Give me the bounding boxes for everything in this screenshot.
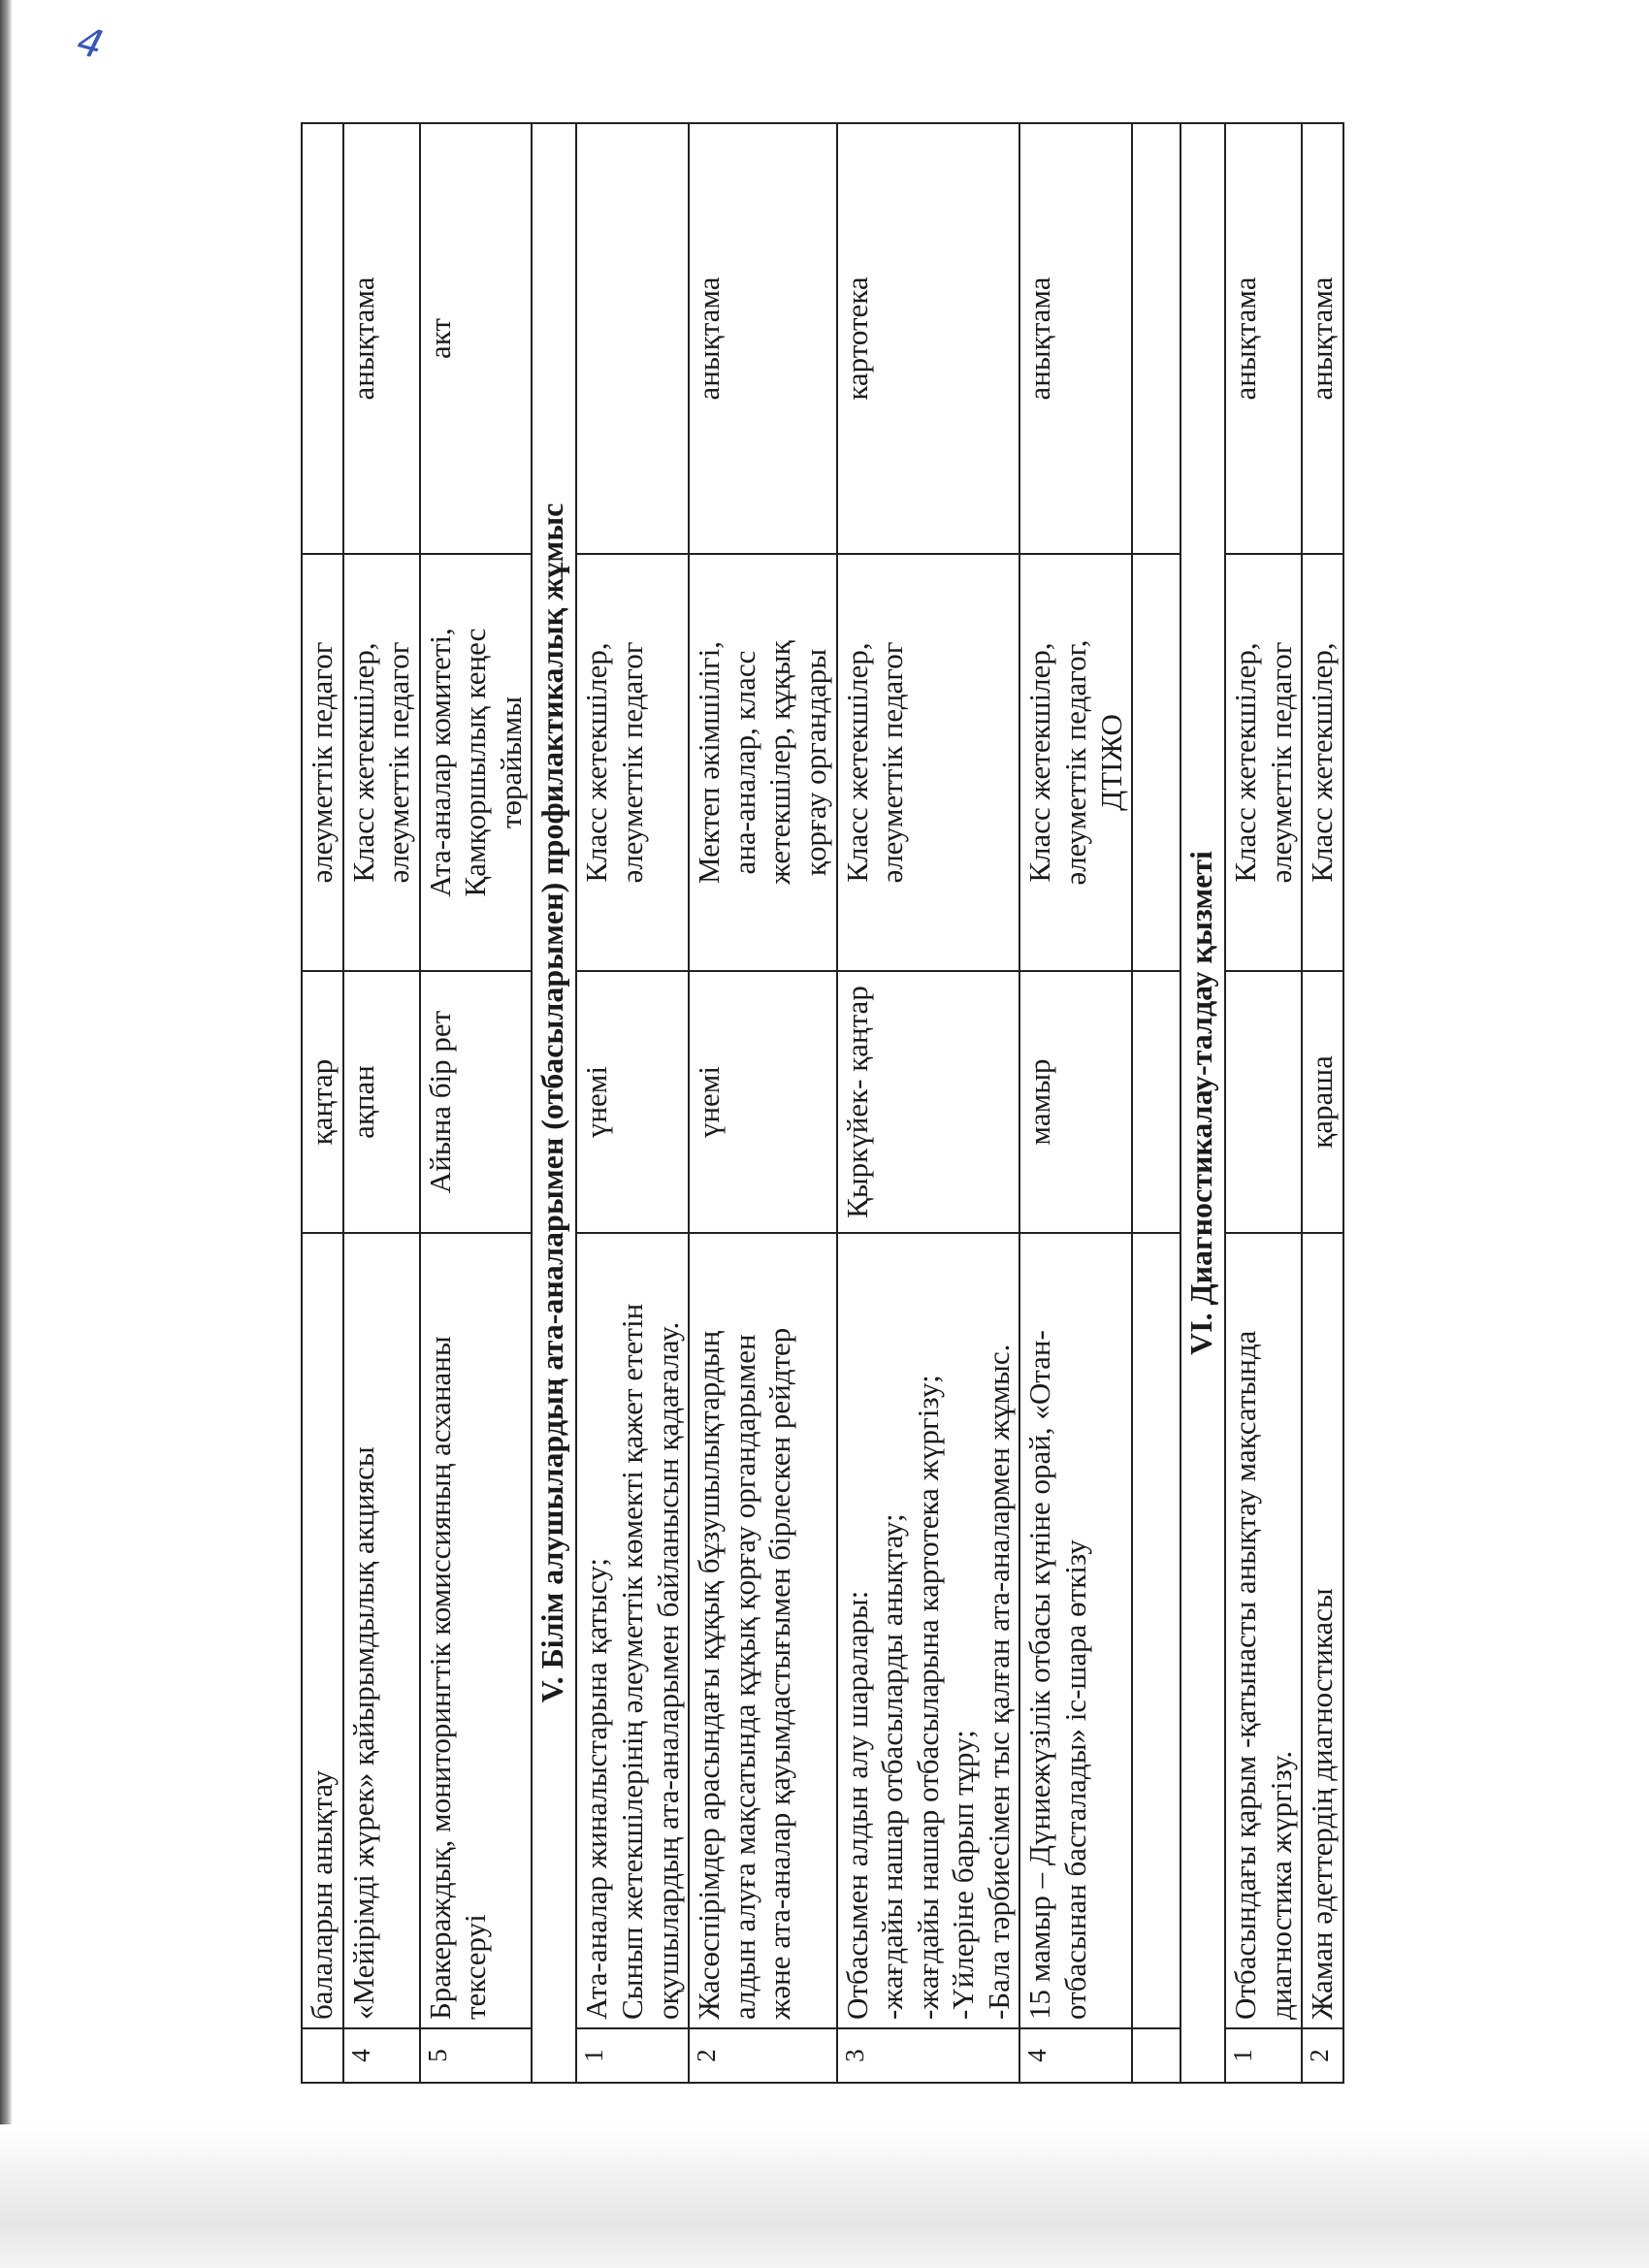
time-cell: үнемі — [689, 971, 836, 1233]
result-cell: картотека — [837, 123, 1020, 554]
activity-cell — [302, 1233, 343, 2028]
activity-line: -Бала тәрбиесімен тыс қалған ата-аналармен жұмыс. — [981, 1344, 1016, 2020]
handwritten-page-number: 4 — [72, 18, 108, 69]
result-cell: акт — [420, 123, 533, 554]
responsible-line: әлеуметтік педагог, — [1057, 639, 1092, 886]
responsible-cell — [1302, 554, 1343, 971]
table-row — [576, 123, 689, 2083]
time-cell: Қыркүйек- қаңтар — [837, 971, 1020, 1233]
time-cell: ақпан — [343, 971, 420, 1233]
responsible-cell — [1225, 554, 1302, 971]
table-row — [302, 123, 343, 2083]
responsible-line: Класс жетекшілер, — [579, 642, 614, 883]
row-number: 4 — [343, 2028, 420, 2083]
activity-line: және ата-аналар қауымдастығымен бірлескен рейдтер — [762, 1327, 797, 2020]
activity-cell — [576, 1233, 689, 2028]
empty-row — [1132, 123, 1180, 2083]
section-title: V. Білім алушылардың ата-аналарымен (отбасыларымен) профилактикалық жұмыс — [532, 123, 576, 2083]
section-6-header — [1180, 123, 1225, 2083]
row-number: 1 — [1225, 2028, 1302, 2083]
row-number: 1 — [576, 2028, 689, 2083]
empty-cell — [1132, 2028, 1180, 2083]
time-cell: қараша — [1302, 971, 1343, 1233]
activity-line: Бракераждық, мониторингтік комиссияның асхананы — [422, 1336, 457, 2020]
table-row — [1225, 123, 1302, 2083]
table-row — [689, 123, 836, 2083]
time-cell: қаңтар — [302, 971, 343, 1233]
activity-line: -жағдайы нашар отбасыларды анықтау; — [875, 1513, 910, 2020]
responsible-cell — [343, 554, 420, 971]
activity-cell — [343, 1233, 420, 2028]
empty-cell — [1132, 1233, 1180, 2028]
table-row — [420, 123, 533, 2083]
row-number: 2 — [689, 2028, 836, 2083]
table-row — [343, 123, 420, 2083]
activity-line: диагностика жүргізу. — [1263, 1750, 1298, 2020]
row-number: 5 — [420, 2028, 533, 2083]
responsible-cell — [837, 554, 1020, 971]
responsible-line: Класс жетекшілер, — [1305, 642, 1340, 883]
empty-cell — [1132, 971, 1180, 1233]
activity-line: отбасынан басталады» іс-шара өткізу — [1057, 1539, 1092, 2020]
activity-cell — [1302, 1233, 1343, 2028]
responsible-line: Класс жетекшілер, — [839, 642, 874, 883]
activity-line: Отбасындағы қарым -қатынасты анықтау мақсатында — [1228, 1330, 1263, 2020]
activity-line: Сынып жетекшілерінің әлеуметтік көмекті қажет ететін — [615, 1303, 650, 2020]
result-cell: анықтама — [343, 123, 420, 554]
responsible-line: жетекшілер, құқық — [762, 640, 797, 885]
responsible-line: Класс жетекшілер, — [345, 642, 380, 883]
responsible-cell — [689, 554, 836, 971]
result-cell — [576, 123, 689, 554]
section-title: VI. Диагностикалау-талдау қызметі — [1180, 123, 1225, 2083]
scan-edge-shadow — [0, 0, 12, 2268]
responsible-cell — [1019, 554, 1132, 971]
responsible-cell — [420, 554, 533, 971]
activity-line: Отбасымен алдын алу шаралары: — [839, 1590, 874, 2020]
result-cell — [302, 123, 343, 554]
responsible-line: Класс жетекшілер, — [1022, 642, 1057, 883]
activity-line: алдын алуға мақсатында құқық қорғау органдарымен — [727, 1334, 761, 2020]
time-cell: үнемі — [576, 971, 689, 1233]
time-cell — [1225, 971, 1302, 1233]
responsible-cell — [302, 554, 343, 971]
plan-table — [301, 122, 1344, 2084]
result-cell: анықтама — [689, 123, 836, 554]
activity-line: Ата-аналар жиналыстарына қатысу; — [579, 1558, 614, 2020]
activity-cell — [1225, 1233, 1302, 2028]
activity-cell — [689, 1233, 836, 2028]
table-row — [1019, 123, 1132, 2083]
scan-bottom-shadow — [0, 2124, 1649, 2268]
responsible-line: әлеуметтік педагог — [381, 641, 416, 884]
responsible-line: Ата-аналар комитеті, — [422, 628, 457, 897]
activity-line: -жағдайы нашар отбасыларына картотека жүргізу; — [910, 1375, 945, 2020]
responsible-line: ана-аналар, класс — [727, 650, 761, 875]
responsible-cell — [576, 554, 689, 971]
time-cell: мамыр — [1019, 971, 1132, 1233]
section-5-header — [532, 123, 576, 2083]
responsible-line: әлеуметтік педагог — [305, 641, 339, 884]
responsible-line: әлеуметтік педагог — [875, 641, 910, 884]
activity-line: оқушылардың ата-аналарымен байланысын қадағалау. — [650, 1321, 685, 2020]
row-number: 4 — [1019, 2028, 1132, 2083]
rotated-document-page — [301, 124, 1445, 2084]
activity-line: балаларын анықтау — [305, 1769, 339, 2020]
row-number — [302, 2028, 343, 2083]
responsible-line: қорғау органдары — [797, 648, 832, 877]
activity-line: «Мейірімді жүрек» қайырымдылық акциясы — [345, 1446, 380, 2020]
activity-cell — [837, 1233, 1020, 2028]
table-row — [1302, 123, 1343, 2083]
result-cell: анықтама — [1019, 123, 1132, 554]
result-cell: анықтама — [1225, 123, 1302, 554]
activity-line: -Үйлеріне барып тұру; — [946, 1730, 981, 2020]
responsible-line: Мектеп әкімшілігі, — [692, 641, 727, 884]
row-number: 2 — [1302, 2028, 1343, 2083]
result-cell: анықтама — [1302, 123, 1343, 554]
responsible-line: әлеуметтік педагог — [615, 641, 650, 884]
empty-cell — [1132, 554, 1180, 971]
responsible-line: әлеуметтік педагог — [1263, 641, 1298, 884]
responsible-line: ДТІЖО — [1093, 714, 1128, 811]
activity-cell — [420, 1233, 533, 2028]
responsible-line: Класс жетекшілер, — [1228, 642, 1263, 883]
responsible-line: Қамқоршылық кеңес — [458, 628, 493, 897]
activity-line: тексеруі — [458, 1914, 493, 2020]
activity-line: 15 мамыр – Дүниежүзілік отбасы күніне орай, «Отан- — [1022, 1330, 1057, 2020]
table-row — [837, 123, 1020, 2083]
time-cell: Айына бір рет — [420, 971, 533, 1233]
activity-line: Жаман әдеттердің диагностикасы — [1305, 1588, 1340, 2020]
activity-cell — [1019, 1233, 1132, 2028]
responsible-line: төрайымы — [493, 696, 528, 829]
activity-line: Жасөспірімдер арасындағы құқық бұзушылықтардың — [692, 1330, 727, 2020]
row-number: 3 — [837, 2028, 1020, 2083]
empty-cell — [1132, 123, 1180, 554]
